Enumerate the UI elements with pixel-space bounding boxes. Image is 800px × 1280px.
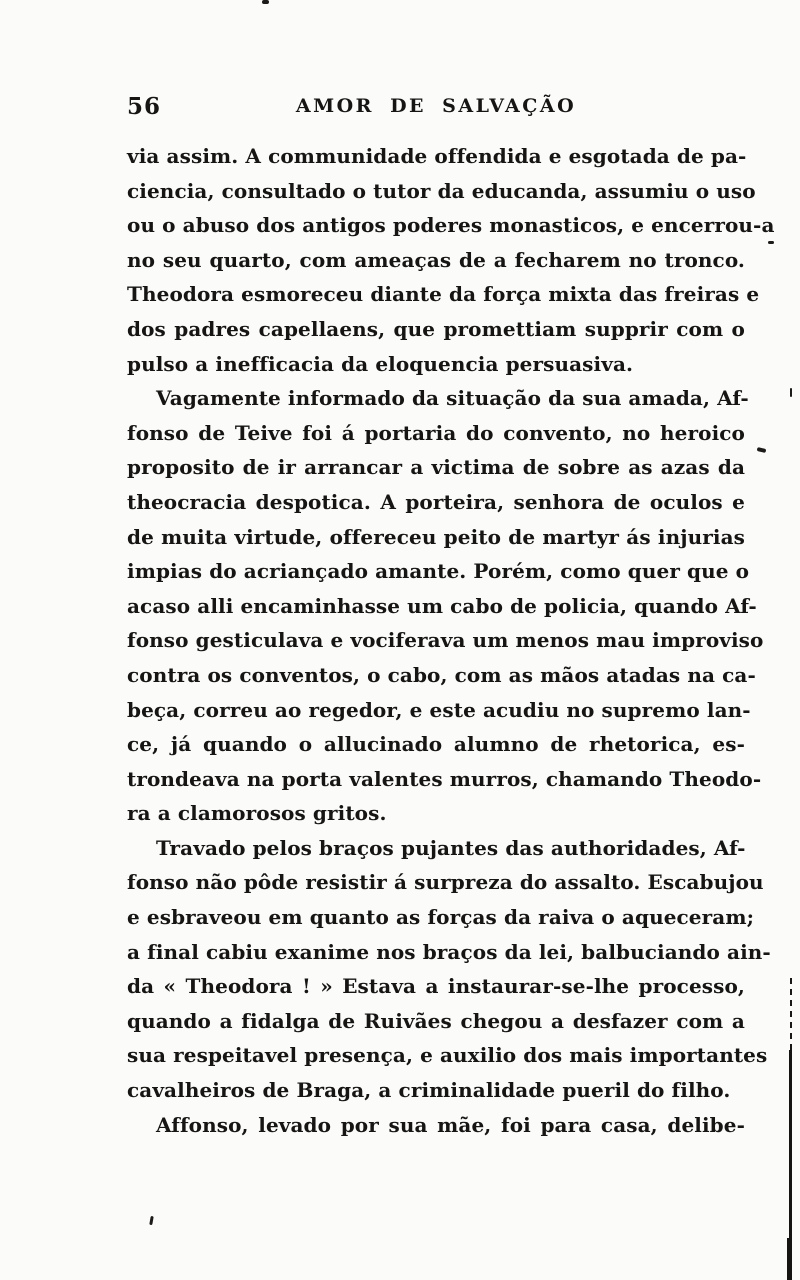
text-line: proposito de ir arrancar a victima de sobre as azas da <box>127 455 745 480</box>
text-line: trondeava na porta valentes murros, chamando Theodo- <box>127 766 762 791</box>
text-line: theocracia despotica. A porteira, senhora de oculos e <box>127 489 745 514</box>
text-line: fonso gesticulava e vociferava um menos mau improviso <box>127 628 764 653</box>
text-line: da « Theodora ! » Estava a instaurar-se-lhe processo, <box>127 974 745 999</box>
text-line: Affonso, levado por sua mãe, foi para casa, delibe- <box>156 1112 745 1137</box>
text-line: cavalheiros de Braga, a criminalidade pueril do filho. <box>127 1078 731 1103</box>
text-line: Travado pelos braços pujantes das authoridades, Af- <box>156 835 746 860</box>
text-line: impias do acriançado amante. Porém, como quer que o <box>127 559 750 584</box>
text-line: contra os conventos, o cabo, com as mãos atadas na ca- <box>127 662 756 687</box>
text-line: fonso não pôde resistir á surpreza do assalto. Escabujou <box>127 870 764 895</box>
text-line: ce, já quando o allucinado alumno de rhetorica, es- <box>127 732 745 757</box>
scan-speck <box>768 241 774 244</box>
text-line: ra a clamorosos gritos. <box>127 801 387 826</box>
body-text <box>127 139 775 1142</box>
text-line: quando a fidalga de Ruivães chegou a desfazer com a <box>127 1008 745 1033</box>
scan-speck <box>757 447 767 453</box>
page-number: 56 <box>127 93 162 120</box>
text-line: de muita virtude, offereceu peito de martyr ás injurias <box>127 524 745 549</box>
text-line: Theodora esmoreceu diante da força mixta das freiras e <box>127 282 760 307</box>
paragraph <box>127 831 771 1108</box>
text-line: ciencia, consultado o tutor da educanda, assumiu o uso <box>127 178 756 203</box>
text-line: ou o abuso dos antigos poderes monasticos, e encerrou-a <box>127 213 775 238</box>
text-line: Vagamente informado da situação da sua amada, Af- <box>156 386 749 411</box>
text-line: pulso a inefficacia da eloquencia persuasiva. <box>127 351 634 376</box>
scan-speck <box>149 1216 154 1225</box>
scan-speck <box>790 388 792 397</box>
scan-speck <box>262 0 269 4</box>
text-line: sua respeitavel presença, e auxilio dos mais importantes <box>127 1043 768 1068</box>
text-line: fonso de Teive foi á portaria do convento, no heroico <box>127 420 745 445</box>
scan-edge-line-bottom <box>787 1238 792 1280</box>
paragraph <box>127 381 764 831</box>
running-header: AMOR DE SALVAÇÃO <box>295 95 577 117</box>
text-line: e esbraveou em quanto as forças da raiva o aqueceram; <box>127 905 755 930</box>
text-line: acaso alli encaminhasse um cabo de policia, quando Af- <box>127 593 757 618</box>
text-line: via assim. A communidade offendida e esgotada de pa- <box>127 144 747 168</box>
page-header <box>127 93 745 121</box>
scan-edge-line-dashed <box>790 978 792 1054</box>
text-line: no seu quarto, com ameaças de a fecharem no tronco. <box>127 247 745 272</box>
text-line: a final cabiu exanime nos braços da lei, balbuciando ain- <box>127 939 771 964</box>
paragraph <box>127 139 775 381</box>
text-line: beça, correu ao regedor, e este acudiu no supremo lan- <box>127 697 751 722</box>
text-line: dos padres capellaens, que promettiam supprir com o <box>127 316 745 341</box>
paragraph <box>127 1108 745 1143</box>
